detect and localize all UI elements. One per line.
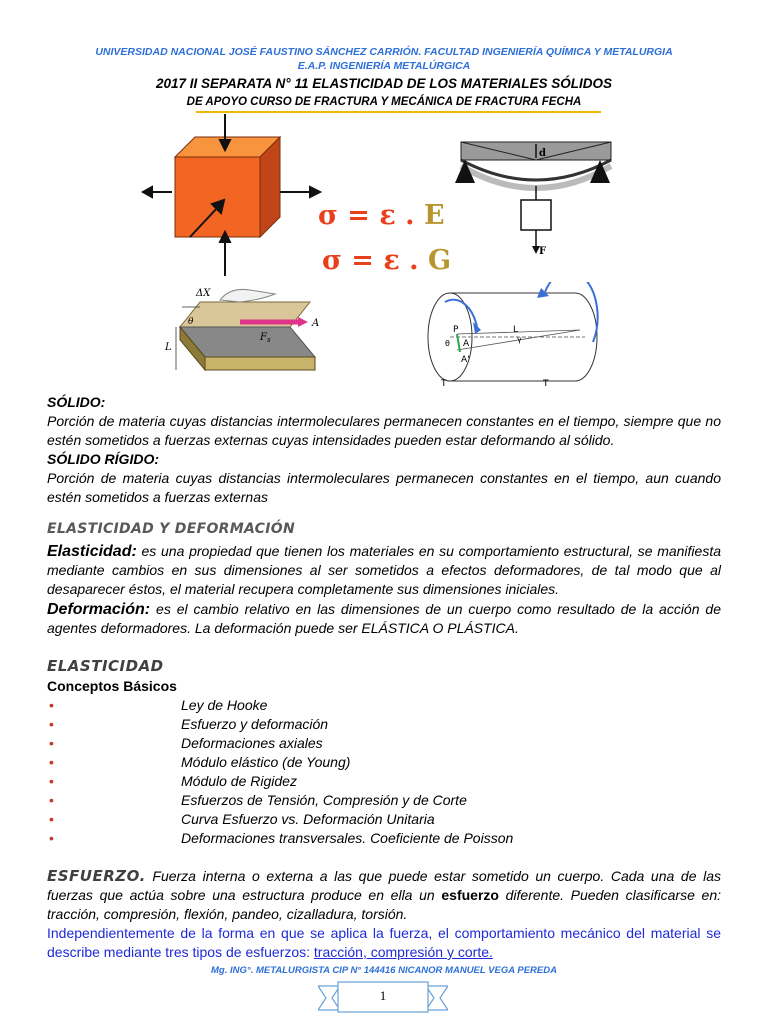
force-vector-label: $F_s$: [260, 332, 271, 344]
bullet-icon: •: [49, 735, 54, 751]
force-label: F: [539, 246, 547, 257]
formula-young: [318, 200, 445, 231]
cube-stress-figure: [140, 112, 325, 277]
conceptos-basicos-heading: Conceptos Básicos: [47, 678, 177, 694]
gamma-label: γ: [517, 335, 522, 344]
formula-young-left: σ = ε .: [318, 200, 424, 231]
torsion-cylinder-figure: [415, 282, 615, 390]
solido-heading: SÓLIDO:: [47, 394, 106, 410]
elasticidad-text: es una propiedad que tienen los materiales en su comportamiento estructural, se manifiesta mediante cambios en sus dimensiones al ser sometidos a efectos deformadores, de tal modo que al desaparecer éstos, el material recupera completamente sus dimensiones iniciales.: [47, 543, 721, 597]
bullet-icon: •: [49, 754, 54, 770]
hand-shape: [220, 289, 275, 302]
formula-shear-modulus: G: [427, 245, 452, 276]
school-name: E.A.P. INGENIERÍA METALÚRGICA: [297, 60, 471, 72]
university-name: UNIVERSIDAD NACIONAL JOSÉ FAUSTINO SÁNCHEZ CARRIÓN. FACULTAD INGENIERÍA QUÍMICA Y METALURGIA: [95, 46, 673, 58]
point-p-label: P: [453, 325, 459, 335]
bullet-icon: •: [49, 792, 54, 808]
esfuerzo-blue-text: Independientemente de la forma en que se aplica la fuerza, el comportamiento mecánico del material se describe mediante tres tipos de esfuerzos:: [47, 925, 721, 960]
torque-t1-label: T: [441, 379, 447, 389]
hanging-weight: [521, 200, 551, 230]
solido-section: [47, 393, 721, 507]
deformacion-term: Deformación:: [47, 601, 151, 618]
esfuerzo-text-2: diferente. Pueden clasificarse en: tracción, compresión, flexión, pandeo, cizalladura, torsión.: [47, 887, 721, 922]
list-item: • Curva Esfuerzo vs. Deformación Unitaria: [49, 811, 435, 827]
university-header: [0, 45, 768, 73]
beam-bending-figure: [455, 138, 617, 260]
shear-deformation-figure: [160, 282, 340, 374]
torque-t2-label: T: [543, 379, 549, 389]
page-number: 1: [379, 988, 387, 1003]
length-label: L: [165, 342, 172, 353]
esfuerzo-term: ESFUERZO.: [47, 867, 146, 885]
formula-young-modulus: E: [423, 200, 445, 231]
esfuerzo-types-link[interactable]: tracción, compresión y corte.: [313, 944, 493, 960]
deformacion-paragraph: [47, 600, 721, 638]
list-item: • Esfuerzos de Tensión, Compresión y de Corte: [49, 792, 467, 808]
point-a-label: A: [312, 318, 320, 329]
list-item: • Ley de Hooke: [49, 697, 268, 713]
solido-rigido-text: Porción de materia cuyas distancias intermoleculares permanecen constantes en el tiempo, aun cuando estén sometidos a fuerzas externas: [47, 470, 721, 505]
elasticidad-heading: ELASTICIDAD: [47, 657, 164, 675]
cube-front-face: [175, 157, 260, 237]
cyl-theta-label: θ: [445, 339, 450, 348]
list-item: • Deformaciones axiales: [49, 735, 323, 751]
bullet-icon: •: [49, 773, 54, 789]
elasticidad-term: Elasticidad:: [47, 543, 137, 560]
cyl-length-label: L: [513, 325, 519, 335]
footer-author: Mg. ING°. METALURGISTA CIP N° 144416 NICANOR MANUEL VEGA PEREDA: [211, 965, 557, 976]
solido-rigido-heading: SÓLIDO RÍGIDO:: [47, 451, 159, 467]
theta-label: θ: [188, 317, 194, 327]
document-title: 2017 II SEPARATA N° 11 ELASTICIDAD DE LOS MATERIALES SÓLIDOS: [156, 76, 612, 91]
point-a-prime-label: A': [461, 355, 470, 365]
esfuerzo-text-1: Fuerza interna o externa a las que puede estar sometido un cuerpo. Cada una de las fuerzas que actúa sobre una estructura produce en ella un: [47, 868, 721, 903]
bullet-icon: •: [49, 697, 54, 713]
delta-x-label: ΔX: [196, 288, 211, 299]
list-item: • Esfuerzo y deformación: [49, 716, 329, 732]
esfuerzo-bold-word: esfuerzo: [441, 887, 499, 903]
formula-shear-left: σ = ε .: [322, 245, 428, 276]
list-item: • Módulo de Rigidez: [49, 773, 297, 789]
bullet-icon: •: [49, 811, 54, 827]
point-a-cyl-label: A: [463, 339, 470, 349]
deflection-label: d: [539, 148, 546, 159]
formula-shear: [322, 245, 451, 276]
shear-base: [205, 357, 315, 370]
bullet-icon: •: [49, 716, 54, 732]
torque-arrow-right: [545, 282, 598, 342]
elasticidad-paragraph: [47, 542, 721, 599]
document-subtitle: DE APOYO CURSO DE FRACTURA Y MECÁNICA DE FRACTURA FECHA: [186, 96, 582, 108]
bullet-icon: •: [49, 830, 54, 846]
esfuerzo-paragraph: [47, 867, 721, 962]
list-item: • Módulo elástico (de Young): [49, 754, 351, 770]
elasticidad-deformacion-heading: ELASTICIDAD Y DEFORMACIÓN: [47, 521, 295, 537]
solido-text: Porción de materia cuyas distancias intermoleculares permanecen constantes en el tiempo, siempre que no estén sometidos a fuerzas externas cuyas intensidades pueden estar deformando al sólido.: [47, 413, 721, 448]
deformacion-text: es el cambio relativo en las dimensiones de un cuerpo como resultado de la acción de agentes deformadores. La deformación puede ser ELÁSTICA O PLÁSTICA.: [47, 601, 721, 636]
list-item: • Deformaciones transversales. Coeficiente de Poisson: [49, 830, 514, 846]
